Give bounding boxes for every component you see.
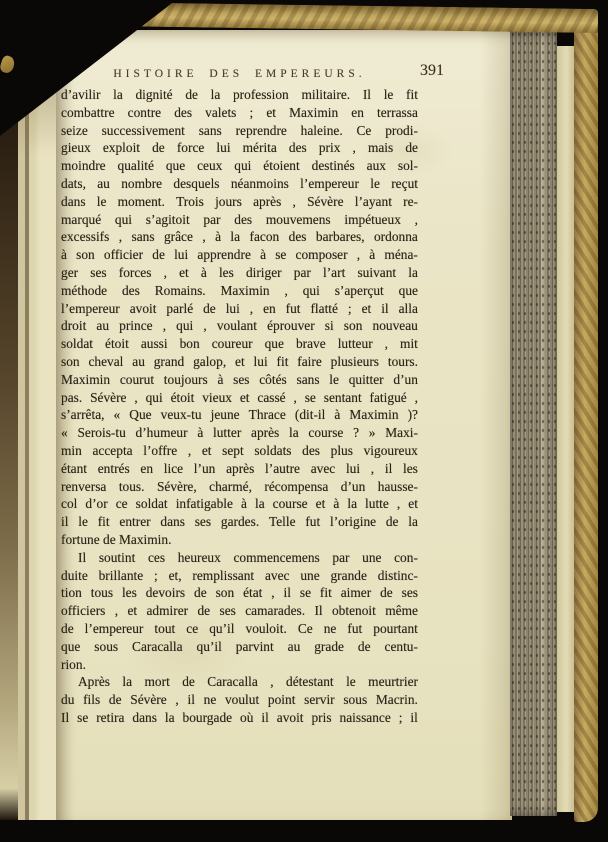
- page-number: 391: [420, 62, 444, 79]
- text-line: duite brillante ; et, remplissant avec une grande distinc-: [61, 567, 418, 583]
- text-line: rion.: [61, 656, 86, 672]
- text-line: Il soutint ces heureux commencemens par une con-: [78, 549, 418, 565]
- text-line: fortune de Maximin.: [61, 531, 172, 547]
- text-line: dats, au nombre desquels néanmoins l’empereur le reçut: [61, 175, 418, 191]
- text-line: « Serois-tu d’humeur à lutter après la course ? » Maxi-: [61, 425, 418, 441]
- text-line: dans le moment. Trois jours après , Sévère l’ayant re-: [61, 193, 418, 209]
- fore-edge-page-stack: [510, 30, 557, 816]
- text-line: soldat étoit aussi bon coureur que brave lutteur , mit: [61, 336, 418, 352]
- text-line: Maximin courut toujours à ses côtés sans le quitter d’un: [61, 371, 418, 387]
- text-line: son cheval au grand galop, et lui fit faire plusieurs tours.: [61, 353, 418, 369]
- text-line: que sous Caracalla qu’il parvint au grade de centu-: [61, 638, 418, 654]
- text-line: à son officier de lui apprendre à se composer , à ména-: [61, 247, 418, 263]
- gutter-page-curve: [18, 30, 56, 820]
- text-line: du fils de Sévère , il ne voulut point servir sous Macrin.: [61, 692, 418, 708]
- text-line: méthode des Romains. Maximin , qui s’aperçut que: [61, 282, 418, 298]
- text-line: de l’empereur tout ce qu’il vouloit. Ce ne fut pourtant: [61, 620, 418, 636]
- text-line: seize successivement sans reprendre haleine. Ce prodi-: [61, 122, 418, 138]
- text-line: s’arrêta, « Que veux-tu jeune Thrace (dit-il à Maximin )?: [61, 407, 418, 423]
- text-line: renversa tous. Sévère, charmé, récompensa d’un hausse-: [61, 478, 418, 494]
- text-line: pas. Sévère , qui étoit vieux et cassé , se sentant fatigué ,: [61, 389, 418, 405]
- cover-edge-right: [574, 28, 598, 822]
- text-line: gieux exploit de force lui mérita des prix , mais de: [61, 140, 418, 156]
- text-line: moindre qualité que ceux qui étoient destinés aux sol-: [61, 158, 418, 174]
- text-line: col d’or ce soldat infatigable à la course et à la lutte , et: [61, 496, 418, 512]
- text-line: combattre contre des valets ; et Maximin en terrassa: [61, 104, 418, 120]
- page-body: [61, 86, 418, 727]
- text-line: l’empereur avoit parlé de lui , en fut flatté ; et il alla: [61, 300, 418, 316]
- text-line: marqué qui s’agitoit par des mouvemens impétueux ,: [61, 211, 418, 227]
- text-line: officiers , et admirer de ses camarades. Il obtenoit même: [61, 603, 418, 619]
- book-page: [56, 30, 512, 820]
- text-line: Après la mort de Caracalla , détestant le meurtrier: [78, 674, 418, 690]
- text-line: min accepta l’offre , et sept soldats des plus vigoureux: [61, 442, 418, 458]
- running-title: HISTOIRE DES EMPEREURS.: [113, 68, 366, 80]
- text-line: ger ses forces , et à les diriger par l’art suivant la: [61, 264, 418, 280]
- text-line: il le fit entrer dans ses gardes. Telle fut l’origine de la: [61, 514, 418, 530]
- text-line: excessifs , sans grâce , à la facon des barbares, ordonna: [61, 229, 418, 245]
- text-line: Il se retira dans la bourgade où il avoit pris naissance ; il: [61, 709, 418, 725]
- endpaper-sliver: [557, 46, 574, 812]
- text-line: d’avilir la dignité de la profession militaire. Il le fit: [61, 87, 418, 102]
- book-spine-edge: [0, 24, 18, 820]
- text-line: étant entrés en lice l’un après l’autre avec lui , il les: [61, 460, 418, 476]
- text-line: droit au prince , qui , voulant éprouver si son nouveau: [61, 318, 418, 334]
- running-head: [61, 62, 444, 82]
- text-line: tion tous les devoirs de son état , il se fit aimer de ses: [61, 585, 418, 601]
